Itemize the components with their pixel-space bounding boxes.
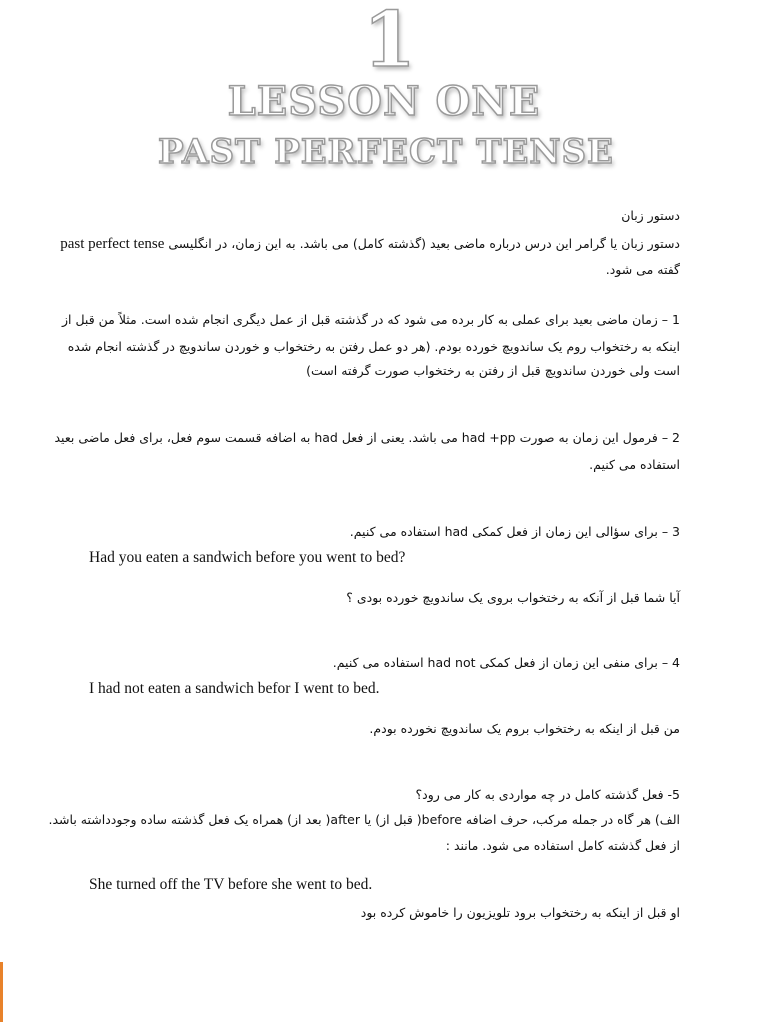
point-5-line-1: 5- فعل گذشته کامل در چه مواردی به کار می رود؟ (415, 787, 680, 802)
point-3-line-1: 3 – برای سؤالی این زمان از فعل کمکی had استفاده می کنیم. (349, 524, 680, 539)
point-2-line-2: استفاده می کنیم. (589, 457, 680, 472)
point-1-line-2: اینکه به رختخواب روم یک ساندویچ خورده بودم. (هر دو عمل رفتن به رختخواب و خوردن ساندویچ در گذشته انجام شده (67, 339, 680, 354)
point-2-line-1: 2 – فرمول این زمان به صورت had +pp می باشد. یعنی از فعل had به اضافه قسمت سوم فعل، برای فعل ماضی بعید (54, 430, 680, 445)
point-4-example-fa: من قبل از اینکه به رختخواب بروم یک ساندویچ نخورده بودم. (369, 721, 680, 736)
intro-line-1 (60, 230, 680, 258)
side-marker (0, 962, 3, 1022)
point-1-line-3: است ولی خوردن ساندویچ قبل از رفتن به رختخواب صورت گرفته است) (306, 363, 680, 378)
intro-line-1-fa: دستور زبان یا گرامر این درس درباره ماضی بعید (گذشته کامل) می باشد. به این زمان، در انگلیسی (168, 236, 680, 251)
lesson-subtitle: PAST PERFECT TENSE (158, 132, 614, 172)
point-5-line-3: از فعل گذشته کامل استفاده می شود. مانند : (445, 838, 680, 853)
point-5-example-en: She turned off the TV before she went to bed. (89, 876, 373, 893)
point-3-example-fa: آیا شما قبل از آنکه به رختخواب بروی یک ساندویچ خورده بودی ؟ (346, 590, 680, 605)
lesson-title: LESSON ONE (227, 78, 541, 125)
intro-line-2: گفته می شود. (605, 262, 680, 277)
point-5-line-2: الف) هر گاه در جمله مرکب، حرف اضافه before( قبل از) یا after( بعد از) همراه یک فعل گذشته ساده وجودداشته باشد. (48, 812, 680, 827)
point-3-example-en: Had you eaten a sandwich before you went to bed? (89, 549, 406, 566)
point-4-line-1: 4 – برای منفی این زمان از فعل کمکی had not استفاده می کنیم. (332, 655, 680, 670)
intro-heading: دستور زبان (621, 208, 680, 223)
point-4-example-en: I had not eaten a sandwich befor I went to bed. (89, 680, 380, 697)
point-5-example-fa: او قبل از اینکه به رختخواب برود تلویزیون را خاموش کرده بود (360, 905, 680, 920)
point-1-line-1: 1 – زمان ماضی بعید برای عملی به کار برده می شود که در گذشته قبل از عمل دیگری انجام شده است. مثلاً من قبل از (61, 312, 680, 327)
intro-line-1-en: past perfect tense (60, 236, 165, 252)
lesson-number: 1 (363, 0, 417, 84)
